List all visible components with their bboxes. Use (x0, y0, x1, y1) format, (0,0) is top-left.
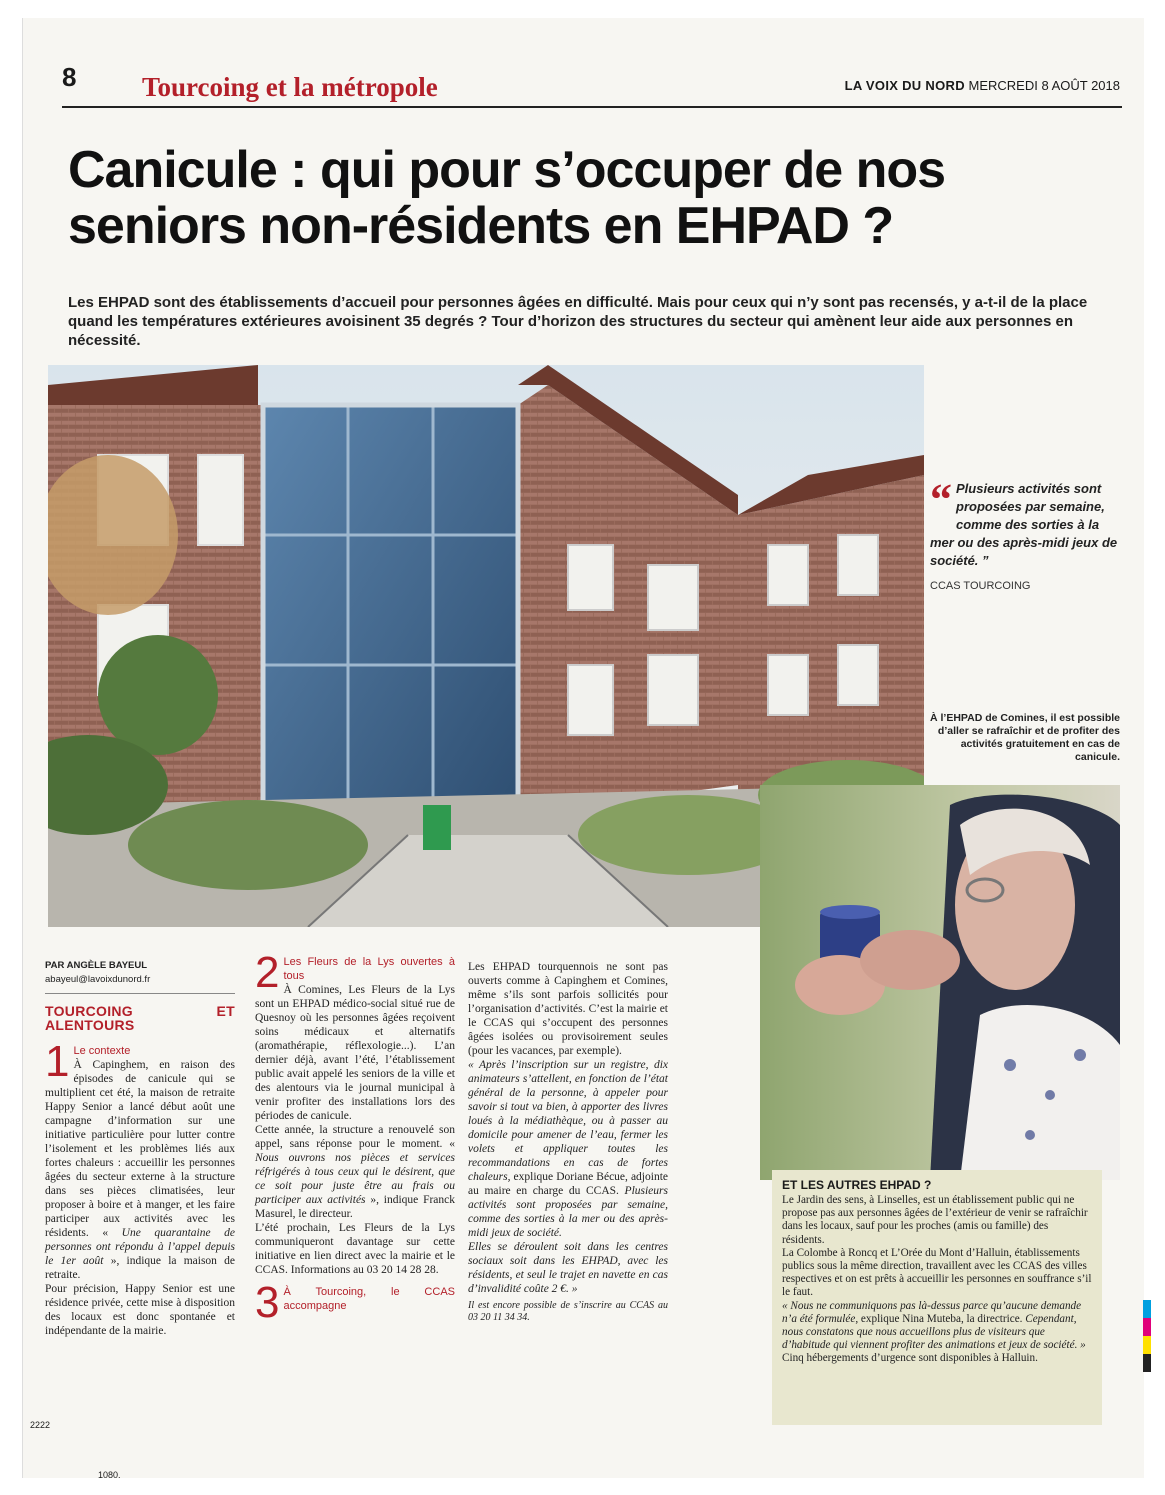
byline: PAR ANGÈLE BAYEUL (45, 960, 148, 971)
section-2-text-b: Cette année, la structure a renouvelé son appel, sans réponse pour le moment. « (255, 1124, 455, 1150)
sidebar-text-f: Cinq hébergements d’urgence sont disponibles à Halluin. (782, 1352, 1038, 1365)
sidebar-text-a: Le Jardin des sens, à Linselles, est un établissement public qui ne propose pas aux personnes âgées de l’extérieur de venir se rafraîchir dans les locaux, sauf pour les proches (amis ou famille) des résidents. (782, 1194, 1088, 1246)
author-email[interactable]: abayeul@lavoixdunord.fr (45, 974, 151, 985)
section-1 (45, 1037, 235, 1338)
section-2-text-d: », indique Franck Masurel, le directeur. (255, 1194, 456, 1220)
yellow-mark (1143, 1336, 1151, 1354)
print-code-left: 2222 (30, 1420, 51, 1430)
headline: Canicule : qui pour s’occuper de nos seniors non-résidents en EHPAD ? (68, 141, 946, 255)
section-2-text-a: À Comines, Les Fleurs de la Lys sont un EHPAD médico-social situé rue de Quesnoy où les personnes âgées reçoivent soins médicaux et alternatifs (aromathérapie, réflexologie...). L’an dernier déjà, avant l’été, l’établissement public avait appelé les seniors de la ville et des alentours via le journal municipal à venir profiter des installations lors des périodes de canicule. (255, 984, 455, 1122)
sidebar-title: ET LES AUTRES EHPAD ? (782, 1178, 932, 1192)
section-2-text-e: L’été prochain, Les Fleurs de la Lys communiqueront davantage sur cette initiative en lien direct avec la mairie et le CCAS. Informations au 03 20 14 28 28. (255, 1222, 455, 1276)
quote-mark-icon: “ (930, 475, 952, 524)
sidebar-text-b: La Colombe à Roncq et L’Orée du Mont d’Halluin, établissements publics sous la même direction, travaillent avec les CCAS des villes respectives et on est prêts à accueillir les personnes en souffrance s’il le faut. (782, 1246, 1092, 1299)
registration-marks (1143, 1300, 1151, 1372)
article-column-2 (255, 948, 456, 1327)
magenta-mark (1143, 1318, 1151, 1336)
section-2 (255, 948, 456, 1277)
article-column-1 (45, 960, 235, 1338)
sidebar-quote-a: « Nous ne communiquons pas là-dessus parce qu’aucune demande n’a été formulée, (782, 1299, 1082, 1325)
sidebar-quote-b: Cependant, nous constatons que nous accueillons plus de visiteurs que d’habitude qui viennent profiter des animations et jeux de société. » (782, 1312, 1086, 1352)
masthead (845, 78, 1120, 93)
section-3-quote-a: « Après l’inscription sur un registre, dix animateurs s’attellent, en fonction de l’état général de la personne, à appeler pour savoir si tout va bien, à apporter des livres loués à la médiathèque, ou à passer au domicile pour amener de l’eau, fermer les volets et appliquer toutes les recommandations en cas de fortes chaleurs, (468, 1059, 668, 1183)
article-column-3 (468, 960, 668, 1324)
section-1-text-c: », indique la maison de retraite. (45, 1255, 235, 1281)
section-1-quote: Une quarantaine de personnes ont répondu à l’appel depuis le 1er août (45, 1227, 235, 1267)
section-1-number: 1 (45, 1037, 70, 1086)
section-title: Tourcoing et la métropole (142, 72, 438, 102)
black-mark (1143, 1354, 1151, 1372)
newspaper-name: LA VOIX DU NORD (844, 78, 965, 93)
section-3-quote-c: Elles se déroulent soit dans les centres sociaux soit dans les EHPAD, avec les résidents, et seul le trajet en navette en cas d’invalidité coûte 2 €. » (468, 1241, 668, 1295)
section-2-title: Les Fleurs de la Lys ouvertes à tous (283, 956, 455, 982)
section-3-head (255, 1278, 455, 1327)
section-kicker: TOURCOING ET ALENTOURS (45, 1003, 235, 1033)
section-3-note: Il est encore possible de s’inscrire au CCAS au 03 20 11 34 34. (468, 1300, 668, 1323)
sidebar-other-ehpad (772, 1170, 1102, 1425)
section-3-text-c: explique Doriane Bécue, adjointe au maire en charge du CCAS. (468, 1171, 668, 1197)
photo-caption: À l’EHPAD de Comines, il est possible d’aller se rafraîchir et de profiter des activités gratuitement en cas de canicule. (929, 712, 1120, 763)
quote-source: CCAS TOURCOING (930, 580, 1031, 592)
issue-date: MERCREDI 8 AOÛT 2018 (968, 78, 1120, 93)
section-3-quote-b: Plusieurs activités sont proposées par semaine, comme des sorties à la mer ou des après-midi jeux de société. (468, 1185, 668, 1239)
section-3-text-a: Les EHPAD tourquennois ne sont pas ouverts comme à Capinghem et Comines, même s’ils sont parfois sollicités pour l’organisation d’activités. C’est la mairie et le CCAS qui s’occupent des personnes âgées isolées ou provisoirement seules (pour les vacances, par exemple). (468, 961, 668, 1057)
section-1-title: Le contexte (73, 1045, 131, 1057)
sidebar-body (782, 1194, 1092, 1366)
sidebar-text-d: explique Nina Muteba, la directrice. (860, 1312, 1023, 1325)
pull-quote (930, 475, 1120, 592)
byline-divider (45, 993, 235, 994)
section-2-quote: Nous ouvrons nos pièces et services réfrigérés à tous ceux qui le désirent, que ce soit pour juste être au frais ou participer aux activités (255, 1152, 455, 1206)
section-3-title: À Tourcoing, le CCAS accompagne (283, 1286, 455, 1312)
lede: Les EHPAD sont des établissements d’accueil pour personnes âgées en difficulté. Mais pour ceux qui n’y sont pas recensés, y a-t-il de la place quand les températures extérieures avoisinent 35 degrés ? Tour d’horizon des structures du secteur qui amènent leur aide aux personnes en nécessité. (68, 294, 1088, 349)
section-3-number: 3 (255, 1278, 280, 1327)
print-code-bottom: 1080. (98, 1470, 121, 1480)
header-divider (62, 106, 1122, 108)
elderly-person-photo (760, 785, 1120, 1180)
section-1-text-d: Pour précision, Happy Senior est une résidence privée, cette mise à disposition des locaux est donc spontanée et indépendante de la mairie. (45, 1283, 235, 1337)
section-2-number: 2 (255, 948, 280, 997)
section-1-text-a: À Capinghem, en raison des épisodes de canicule qui se multiplient cet été, la maison de retraite Happy Senior a lancé début août une campagne d’information sur une initiative particulière pour lutter contre l’isolement et les problèmes liés aux fortes chaleurs : accueillir les personnes âgées du secteur externe à la structure dans ses pièces climatisées, leur proposer à boire et à manger, et les faire participer aux activités avec les résidents. « (45, 1059, 235, 1239)
cyan-mark (1143, 1300, 1151, 1318)
page-number: 8 (62, 62, 77, 92)
quote-text: Plusieurs activités sont proposées par semaine, comme des sorties à la mer ou des après-midi jeux de société. ” (930, 481, 1118, 568)
